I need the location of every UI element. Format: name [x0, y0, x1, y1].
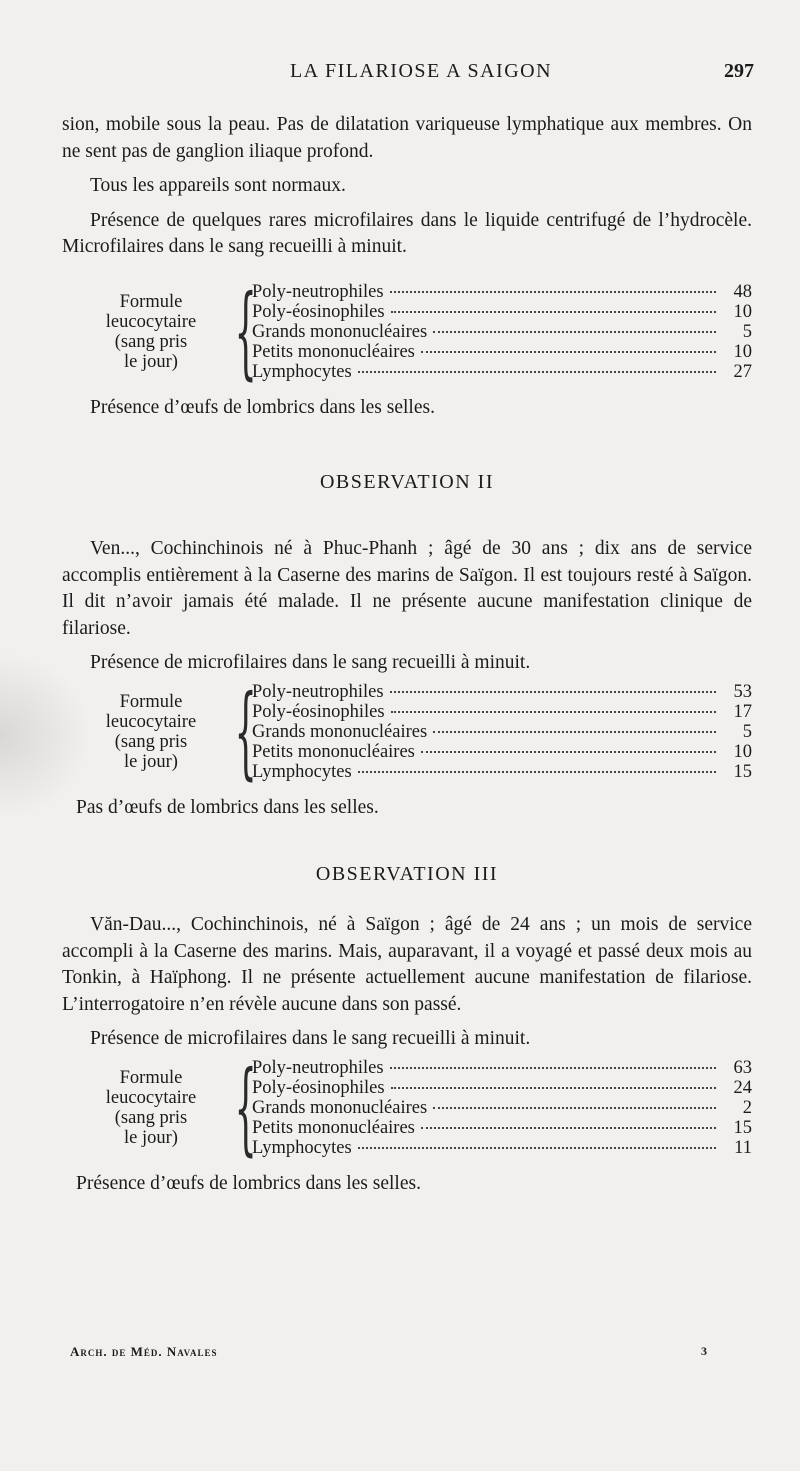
page-header	[88, 60, 754, 90]
paragraph-7: Pas d’œufs de lombrics dans les selles.	[76, 796, 379, 818]
leukocyte-formula-1	[76, 272, 752, 390]
formula-row: Petits mononucléaires 15	[252, 1117, 752, 1138]
running-title: LA FILARIOSE A SAIGON	[289, 60, 553, 82]
paragraph-10: Présence d’œufs de lombrics dans les selles.	[76, 1172, 421, 1194]
brace-icon: {	[234, 672, 257, 790]
brace-icon: {	[234, 1048, 257, 1166]
paragraph-3: Présence de quelques rares microfilaires dans le liquide centrifugé de l’hydrocèle. Microfilaires dans le sang recueilli à minuit.	[62, 209, 752, 257]
formula-rows	[252, 282, 752, 382]
formula-row: Poly-neutrophiles 53	[252, 681, 752, 702]
formula-row: Poly-neutrophiles 63	[252, 1057, 752, 1078]
journal-source: Arch. de Méd. Navales	[70, 1344, 218, 1359]
signature-mark: 3	[701, 1344, 708, 1358]
observation-heading-2: OBSERVATION II	[319, 471, 495, 493]
formula-rows	[252, 1058, 752, 1158]
paragraph-2: Tous les appareils sont normaux.	[90, 175, 346, 196]
formula-row: Poly-éosinophiles 10	[252, 301, 752, 322]
formula-row: Petits mononucléaires 10	[252, 741, 752, 762]
paragraph-5: Ven..., Cochinchinois né à Phuc-Phanh ; âgé de 30 ans ; dix ans de service accomplis entièrement à la Caserne des marins de Saïgon. Il est toujours resté à Saïgon. Il dit n’avoir jamais été malade. Il ne présente aucune manifestation clinique de filariose.	[62, 538, 752, 639]
leukocyte-formula-2	[76, 672, 752, 790]
formula-row: Lymphocytes 15	[252, 761, 752, 782]
formula-row: Grands mononucléaires 2	[252, 1097, 752, 1118]
leukocyte-formula-3	[76, 1048, 752, 1166]
paragraph-6: Présence de microfilaires dans le sang recueilli à minuit.	[90, 652, 531, 673]
paragraph-4: Présence d’œufs de lombrics dans les selles.	[90, 396, 435, 418]
paragraph-1: sion, mobile sous la peau. Pas de dilatation variqueuse lymphatique aux membres. On ne sent pas de ganglion iliaque profond.	[62, 114, 752, 162]
formula-row: Lymphocytes 27	[252, 361, 752, 382]
observation-heading-3: OBSERVATION III	[315, 863, 499, 885]
formula-rows	[252, 682, 752, 782]
page-number: 297	[724, 60, 754, 82]
paragraph-9: Présence de microfilaires dans le sang recueilli à minuit.	[90, 1028, 531, 1049]
formula-row: Lymphocytes 11	[252, 1137, 752, 1158]
page-body	[62, 112, 752, 1197]
paragraph-8: Văn-Dau..., Cochinchinois, né à Saïgon ; âgé de 24 ans ; un mois de service accompli à la Caserne des marins. Mais, auparavant, il a voyagé et passé deux mois au Tonkin, à Haïphong. Il ne présente actuellement aucune manifestation de filariose. L’interrogatoire n’en révèle aucune dans son passé.	[62, 914, 752, 1015]
formula-row: Poly-éosinophiles 24	[252, 1077, 752, 1098]
formula-label: Formule leucocytaire (sang pris le jour)	[105, 691, 197, 772]
formula-row: Petits mononucléaires 10	[252, 341, 752, 362]
brace-icon: {	[234, 272, 257, 390]
formula-row: Poly-éosinophiles 17	[252, 701, 752, 722]
formula-row: Grands mononucléaires 5	[252, 321, 752, 342]
formula-row: Poly-neutrophiles 48	[252, 281, 752, 302]
page-footer	[70, 1344, 708, 1366]
formula-label: Formule leucocytaire (sang pris le jour)	[105, 291, 197, 372]
formula-label: Formule leucocytaire (sang pris le jour)	[105, 1067, 197, 1148]
formula-row: Grands mononucléaires 5	[252, 721, 752, 742]
